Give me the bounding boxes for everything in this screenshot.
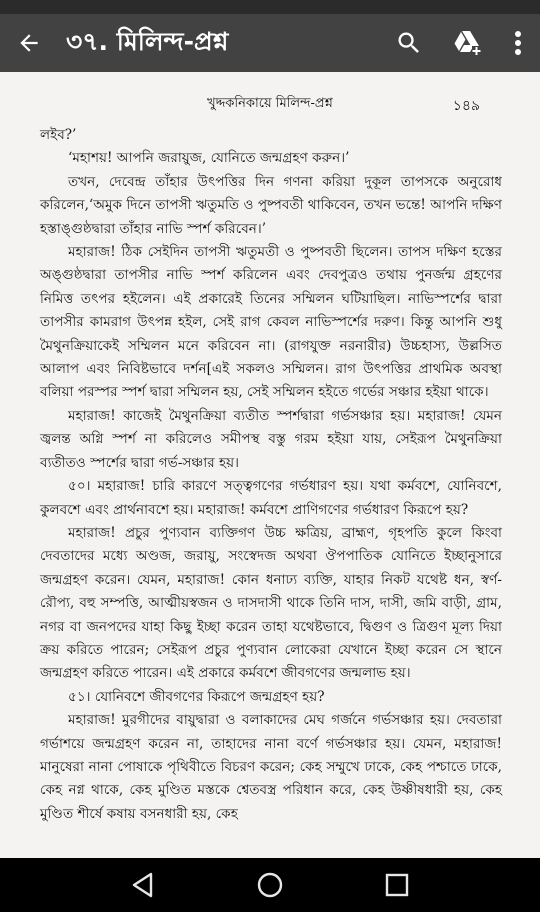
- paragraph: মহারাজ! ঠিক সেইদিন তাপসী ঋতুমতী ও পুষ্পবতী ছিলেন। তাপস দক্ষিণ হস্তের অঙ্গুষ্ঠদ্বারা তাপসীর নাভি স্পর্শ করিলেন এবং দেবপুত্রও তথায় পুনর্জন্ম গ্রহণের নিমিত্ত তৎপর হইলেন। এই প্রকারেই তিনের সম্মিলন ঘটিয়াছিল। নাভিস্পর্শের দ্বারা তাপসীর কামরাগ উৎপন্ন হইল, সেই রাগ কেবল নাভিস্পর্শের দরুণ। কিন্তু আপনি শুধু মৈথুনক্রিয়াকেই সম্মিলন মনে করিবেন না। (রাগযুক্ত নরনারীর) উচ্চহাস্য, উল্লসিত আলাপ এবং নিবিষ্টভাবে দর্শন[এই সকলও সম্মিলন। রাগ উৎপত্তির প্রাথমিক অবস্থা বলিয়া পরস্পর স্পর্শ দ্বারা সম্মিলন হয়, সেই সম্মিলন হইতে গর্ভের সঞ্চার হইয়া থাকে।: [40, 244, 502, 401]
- page-number: ১৪৯: [452, 98, 480, 114]
- nav-back-button[interactable]: [113, 858, 173, 912]
- home-circle-icon: [256, 871, 284, 899]
- paragraph: ৫১। যোনিবশে জীবগণের কিরূপে জন্মগ্রহণ হয়?: [68, 688, 325, 705]
- app-bar: [0, 14, 540, 72]
- back-arrow-icon: [16, 30, 42, 56]
- recents-square-icon: [385, 873, 409, 897]
- paragraph: ৫০। মহারাজ! চারি কারণে সত্ত্বগণের গর্ভধারণ হয়। যথা কর্মবশে, যোনিবশে, কুলবশে এবং প্রার্থনাবশে হয়। মহারাজ! কর্মবশে প্রাণিগণের গর্ভধারণ কিরূপে হয়?: [40, 478, 502, 518]
- search-icon: [395, 29, 423, 57]
- more-vert-icon: [514, 30, 522, 56]
- running-head: [0, 94, 540, 114]
- paragraph: ‘মহাশয়! আপনি জরায়ুজ, যোনিতে জন্মগ্রহণ করুন।’: [68, 150, 350, 167]
- book-page[interactable]: [0, 72, 540, 858]
- paragraph: মহারাজ! প্রচুর পুণ্যবান ব্যক্তিগণ উচ্চ ক্ষত্রিয়, ব্রাহ্মণ, গৃহপতি কুলে কিংবা দেবতাদের মধ্যে অণ্ডজ, জরায়ু, সংস্বেদজ অথবা ঔপপাতিক যোনিতে ইচ্ছানুসারে জন্মগ্রহণ করেন। যেমন, মহারাজ! কোন ধনাঢ্য ব্যক্তি, যাহার নিকট যথেষ্ট ধন, স্বর্ণ-রৌপ্য, বহু সম্পত্তি, আত্মীয়স্বজন ও দাসদাসী থাকে তিনি দাস, দাসী, জমি বাড়ী, গ্রাম, নগর বা জনপদের যাহা কিছু ইচ্ছা করেন তাহা যথেষ্টভাবে, দ্বিগুণ ও ত্রিগুণ মূল্য দিয়া ক্রয় করিতে পারেন; সেইরূপ প্রচুর পুণ্যবান লোকেরা যেখানে ইচ্ছা করেন সে স্থানে জন্মগ্রহণ করিতে পারেন। এই প্রকারে কর্মবশে জীবগণের জন্মলাভ হয়।: [40, 524, 502, 682]
- running-head-title: খুদ্দকনিকায়ে মিলিন্দ-প্রশ্ন: [207, 96, 333, 111]
- book-title: ৩৭. মিলিন্দ-প্রশ্ন: [66, 26, 229, 56]
- search-button[interactable]: [380, 14, 438, 72]
- paragraph: মহারাজ! কাজেই মৈথুনক্রিয়া ব্যতীত স্পর্শদ্বারা গর্ভসঞ্চার হয়। মহারাজ! যেমন জ্বলন্ত অগ্নি স্পর্শ না করিলেও সমীপস্থ বস্তু গরম হইয়া যায়, সেইরূপ মৈথুনক্রিয়া ব্যতীতও স্পর্শের দ্বারা গর্ভ-সঞ্চার হয়।: [40, 407, 502, 471]
- drive-add-button[interactable]: [438, 14, 496, 72]
- paragraph: তখন, দেবেন্দ্র তাঁহার উৎপত্তির দিন গণনা করিয়া দুকূল তাপসকে অনুরোধ করিলেন,‘অমুক দিনে তাপসী ঋতুমতি ও পুষ্পবতী থাকিবেন, তখন ভন্তে! আপনি দক্ষিণ হস্তাঙ্গুষ্ঠদ্বারা তাঁহার নাভি স্পর্শ করিবেন।’: [40, 173, 502, 237]
- more-options-button[interactable]: [496, 14, 540, 72]
- back-button[interactable]: [0, 14, 58, 72]
- paragraph: মহারাজ! মুরগীদের বায়ুদ্বারা ও বলাকাদের মেঘ গর্জনে গর্ভসঞ্চার হয়। দেবতারা গর্ভাশয়ে জন্মগ্রহণ করেন না, তাহাদের নানা বর্ণে গর্ভসঞ্চার হয়। যেমন, মহারাজ! মানুষেরা নানা পোষাকে পৃথিবীতে বিচরণ করেন; কেহ সম্মুখে ঢাকে, কেহ পশ্চাতে ঢাকে, কেহ নগ্ন থাকে, কেহ মুণ্ডিত মস্তকে শ্বেতবস্ত্র পরিধান করে, কেহ উষ্ণীষধারী হয়, কেহ মুণ্ডিত শীর্ষে কষায় বসনধারী হয়, কেহ: [40, 712, 502, 822]
- status-bar: [0, 0, 540, 14]
- system-nav-bar: [0, 858, 540, 912]
- google-drive-add-icon: [452, 29, 482, 57]
- body-text: [40, 124, 502, 826]
- nav-recents-button[interactable]: [367, 858, 427, 912]
- paragraph: লইব?’: [40, 127, 77, 143]
- back-triangle-icon: [131, 872, 155, 898]
- nav-home-button[interactable]: [240, 858, 300, 912]
